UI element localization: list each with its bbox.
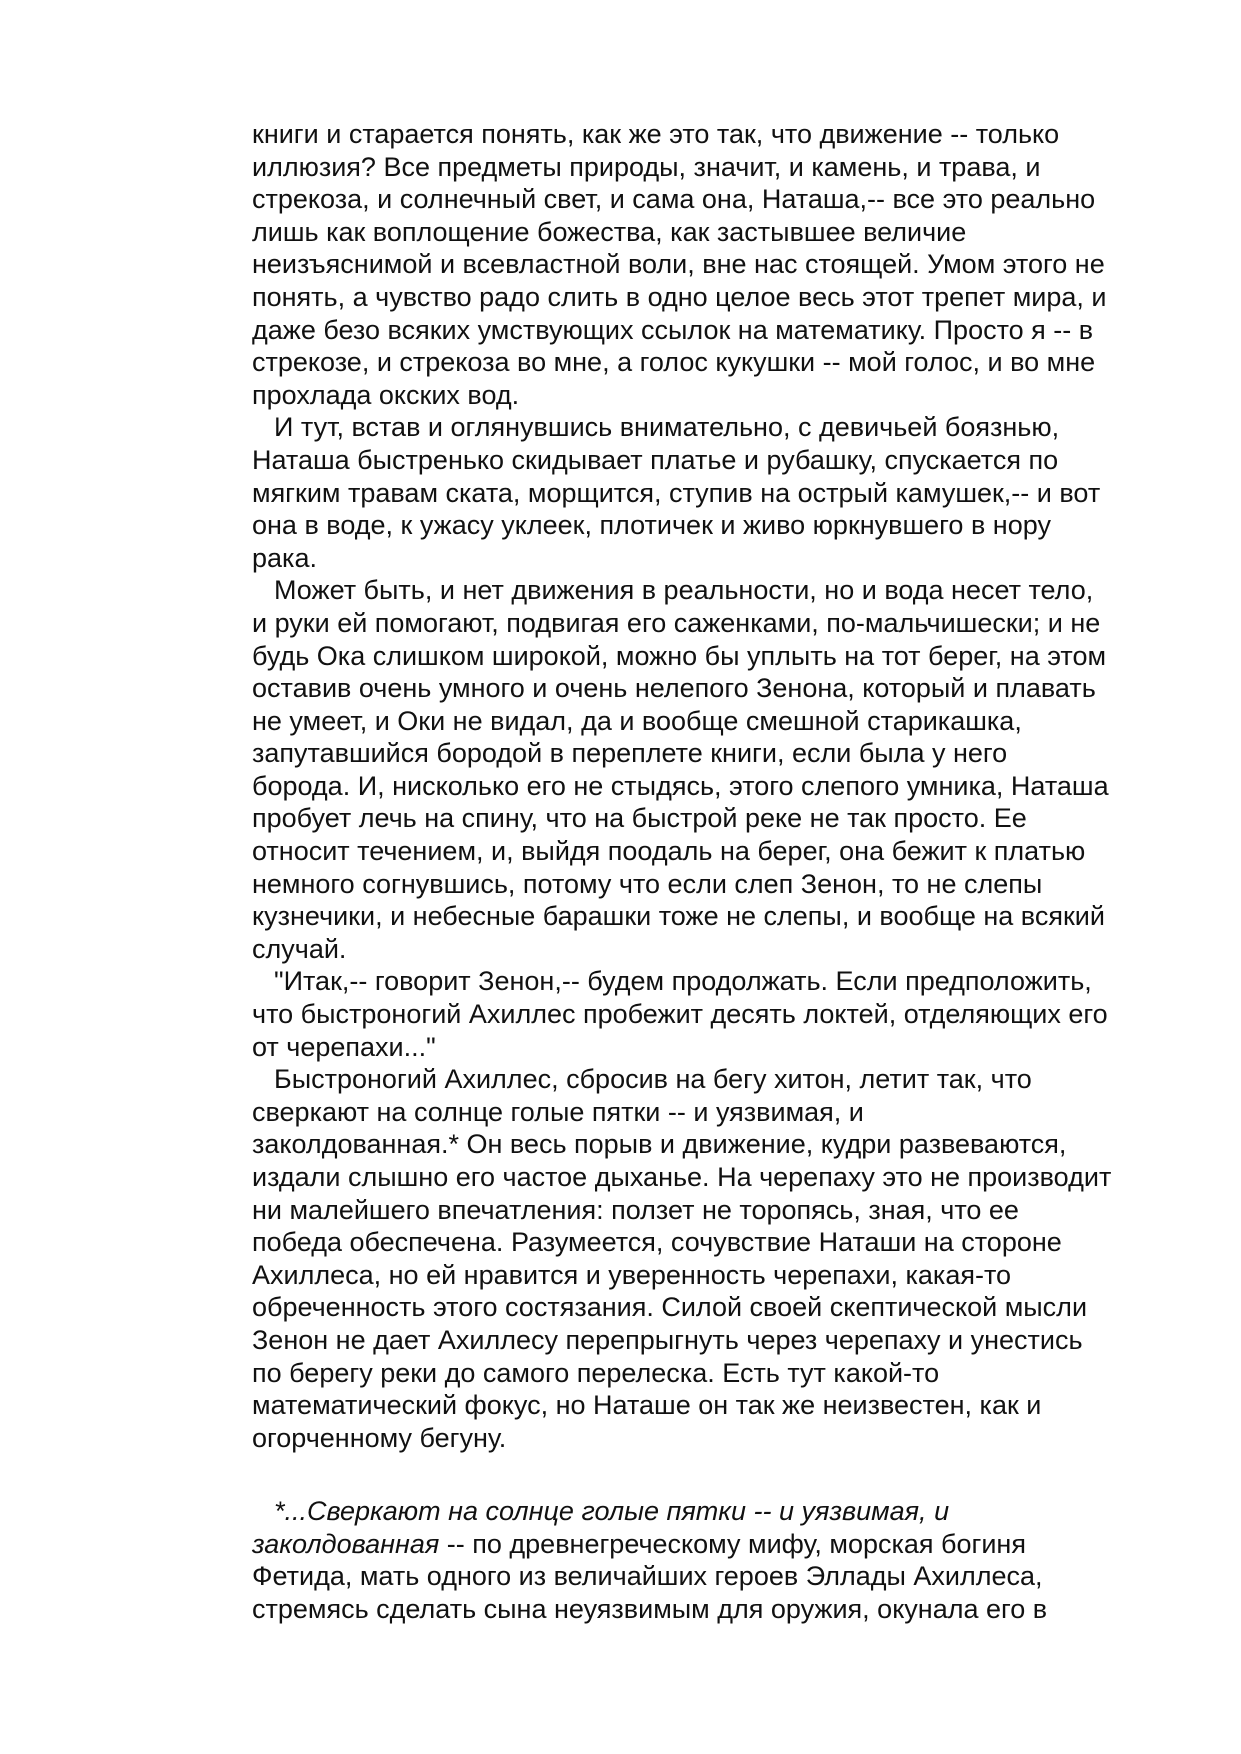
text-line: издали слышно его частое дыханье. На черепаху это не производит <box>252 1162 1112 1192</box>
text-line: победа обеспечена. Разумеется, сочувствие Наташи на стороне <box>252 1227 1062 1258</box>
text-line: запутавшийся бородой в переплете книги, если была у него <box>252 738 1008 769</box>
footnote-line: Фетида, мать одного из величайших героев Эллады Ахиллеса, <box>252 1561 1043 1592</box>
text-line: лишь как воплощение божества, как застывшее величие <box>252 216 967 247</box>
paragraph <box>252 118 1182 411</box>
text-line: борода. И, нисколько его не стыдясь, этого слепого умника, Наташа <box>252 770 1109 801</box>
text-line: не умеет, и Оки не видал, да и вообще смешной старикашка, <box>252 705 1022 736</box>
text-line: И тут, встав и оглянувшись внимательно, с девичьей боязнью, <box>274 412 1060 443</box>
text-line: обреченность этого состязания. Силой своей скептической мысли <box>252 1292 1088 1323</box>
text-line: пробует лечь на спину, что на быстрой реке не так просто. Ее <box>252 803 1027 834</box>
paragraph <box>252 965 1182 1063</box>
paragraph-gap <box>252 1454 1182 1487</box>
text-line: математический фокус, но Наташе он так же неизвестен, как и <box>252 1390 1042 1421</box>
footnote-line: стремясь сделать сына неуязвимым для оружия, окунала его в <box>252 1593 1048 1624</box>
text-line: ни малейшего впечатления: ползет не торопясь, зная, что ее <box>252 1194 1019 1225</box>
text-line: относит течением, и, выйдя поодаль на берег, она бежит к платью <box>252 836 1086 867</box>
text-line: огорченному бегуну. <box>252 1422 507 1453</box>
text-line: книги и старается понять, как же это так, что движение -- только <box>252 119 1060 149</box>
footnote-line <box>252 1495 1182 1528</box>
paragraph-gap <box>252 1487 1182 1495</box>
text-line: стрекоза, и солнечный свет, и сама она, Наташа,-- все это реально <box>252 184 1096 215</box>
footnote-italic: *...Сверкают на солнце голые пятки -- и уязвимая, и <box>274 1495 950 1526</box>
text-line: оставив очень умного и очень нелепого Зенона, который и плавать <box>252 673 1096 704</box>
text-line: случай. <box>252 933 347 964</box>
text-line: сверкают на солнце голые пятки -- и уязвимая, и <box>252 1096 864 1127</box>
text-line: мягким травам ската, морщится, ступив на острый камушек,-- и вот <box>252 477 1101 508</box>
paragraph <box>252 411 1182 574</box>
text-line: "Итак,-- говорит Зенон,-- будем продолжать. Если предположить, <box>274 966 1092 997</box>
paragraph <box>252 574 1182 965</box>
text-line: она в воде, к ужасу уклеек, плотичек и живо юркнувшего в нору <box>252 510 1051 541</box>
text-line: заколдованная.* Он весь порыв и движение, кудри развеваются, <box>252 1129 1067 1160</box>
document-page <box>252 118 1182 1625</box>
text-line: Быстроногий Ахиллес, сбросив на бегу хитон, летит так, что <box>274 1064 1032 1095</box>
text-line: по берегу реки до самого перелеска. Есть тут какой-то <box>252 1357 940 1388</box>
text-line: прохлада окских вод. <box>252 379 520 410</box>
paragraph <box>252 1063 1182 1454</box>
footnote-text: -- по древнегреческому мифу, морская богиня <box>439 1528 1026 1559</box>
text-line: Зенон не дает Ахиллесу перепрыгнуть через черепаху и унестись <box>252 1324 1083 1355</box>
text-line: рака. <box>252 542 317 573</box>
text-line: немного согнувшись, потому что если слеп Зенон, то не слепы <box>252 868 1043 899</box>
text-line: Ахиллеса, но ей нравится и уверенность черепахи, какая-то <box>252 1259 1012 1290</box>
text-line: Наташа быстренько скидывает платье и рубашку, спускается по <box>252 444 1059 475</box>
text-line: неизъяснимой и всевластной воли, вне нас стоящей. Умом этого не <box>252 249 1105 280</box>
text-line: Может быть, и нет движения в реальности, но и вода несет тело, <box>274 575 1094 606</box>
text-line: даже безо всяких умствующих ссылок на математику. Просто я -- в <box>252 314 1094 345</box>
footnote-line <box>252 1528 1182 1561</box>
text-line: что быстроногий Ахиллес пробежит десять локтей, отделяющих его <box>252 999 1108 1030</box>
text-line: кузнечики, и небесные барашки тоже не слепы, и вообще на всякий <box>252 901 1105 932</box>
text-line: стрекозе, и стрекоза во мне, а голос кукушки -- мой голос, и во мне <box>252 347 1096 378</box>
footnote <box>252 1495 1182 1625</box>
text-line: от черепахи..." <box>252 1031 436 1062</box>
text-line: и руки ей помогают, подвигая его саженками, по-мальчишески; и не <box>252 607 1101 638</box>
text-line: будь Ока слишком широкой, можно бы уплыть на тот берег, на этом <box>252 640 1107 671</box>
footnote-italic: заколдованная <box>252 1528 440 1559</box>
text-line: понять, а чувство радо слить в одно целое весь этот трепет мира, и <box>252 281 1107 312</box>
text-line: иллюзия? Все предметы природы, значит, и камень, и трава, и <box>252 151 1041 182</box>
